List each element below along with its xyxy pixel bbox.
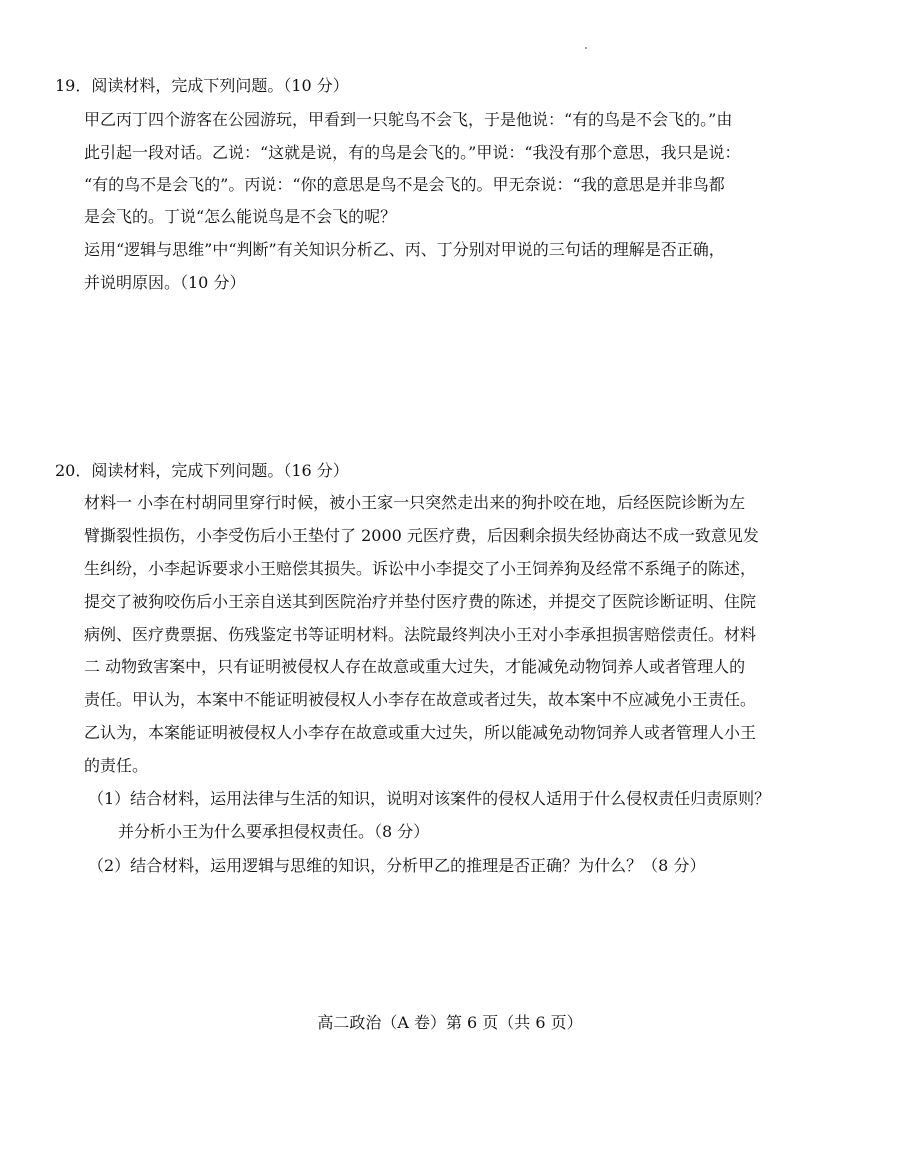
question-20-line: 二 动物致害案中，只有证明被侵权人存在故意或重大过失，才能减免动物饲养人或者管理人的 <box>84 657 746 676</box>
scan-speck <box>585 47 587 49</box>
question-20-line: 生纠纷，小李起诉要求小王赔偿其损失。诉讼中小李提交了小王饲养狗及经常不系绳子的陈述， <box>84 559 757 578</box>
question-19-line: “有的鸟不是会飞的”。丙说：“你的意思是鸟不是会飞的。甲无奈说：“我的意思是并非鸟都 <box>84 175 725 194</box>
question-20-line: 材料一 小李在村胡同里穿行时候，被小王家一只突然走出来的狗扑咬在地，后经医院诊断为左 <box>84 493 746 512</box>
question-19-line: 甲乙丙丁四个游客在公园游玩，甲看到一只鸵鸟不会飞，于是他说：“有的鸟是不会飞的。”由 <box>84 110 733 129</box>
sub-question-1: （1）结合材料，运用法律与生活的知识，说明对该案件的侵权人适用于什么侵权责任归责原则？ <box>88 789 771 808</box>
question-19-line: 运用“逻辑与思维”中“判断”有关知识分析乙、丙、丁分别对甲说的三句话的理解是否正确， <box>84 240 725 259</box>
question-20-line: 臂撕裂性损伤，小李受伤后小王垫付了 2000 元医疗费，后因剩余损失经协商达不成一致意见发 <box>84 526 759 545</box>
question-20-line: 责任。甲认为，本案中不能证明被侵权人小李存在故意或者过失，故本案中不应减免小王责任。 <box>84 690 757 709</box>
question-19-line: 是会飞的。丁说“怎么能说鸟是不会飞的呢？ <box>84 207 397 226</box>
sub-question-1-continued: 并分析小王为什么要承担侵权责任。（8 分） <box>118 822 430 841</box>
question-20-line: 的责任。 <box>84 756 149 775</box>
question-19-line: 此引起一段对话。乙说：“这就是说，有的鸟是会飞的。”甲说：“我没有那个意思，我只是说： <box>84 143 741 162</box>
question-20-line: 病例、医疗费票据、伤残鉴定书等证明材料。法院最终判决小王对小李承担损害赔偿责任。材料 <box>84 625 757 644</box>
question-20-heading: 20．阅读材料，完成下列问题。（16 分） <box>55 461 349 480</box>
question-20-line: 乙认为，本案能证明被侵权人小李存在故意或重大过失，所以能减免动物饲养人或者管理人小王 <box>84 723 757 742</box>
question-20-line: 提交了被狗咬伤后小王亲自送其到医院治疗并垫付医疗费的陈述，并提交了医院诊断证明、住院 <box>84 592 757 611</box>
sub-question-2: （2）结合材料，运用逻辑与思维的知识，分析甲乙的推理是否正确？为什么？（8 分） <box>88 856 706 875</box>
question-19-heading: 19．阅读材料，完成下列问题。（10 分） <box>55 76 349 95</box>
page-footer: 高二政治（A 卷）第 6 页（共 6 页） <box>317 1013 583 1032</box>
question-19-line: 并说明原因。（10 分） <box>84 273 246 292</box>
